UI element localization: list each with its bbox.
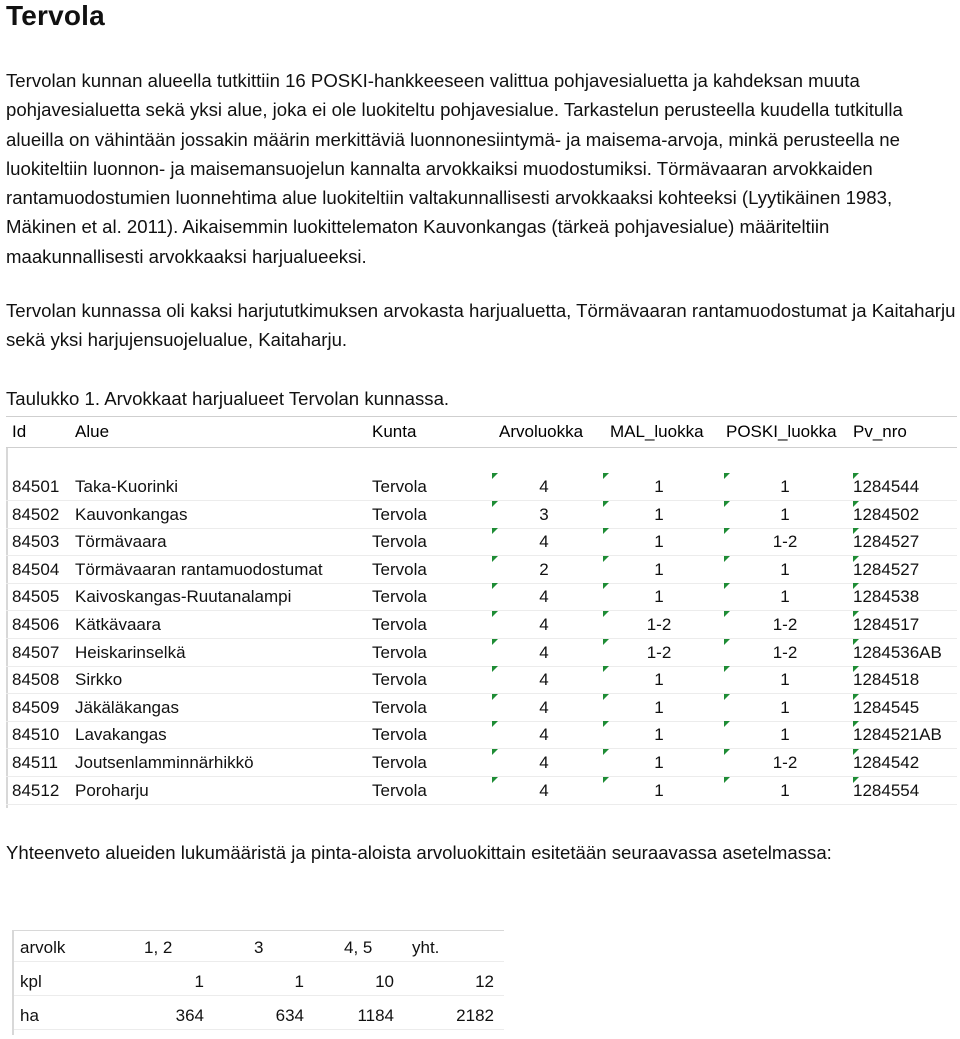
table-row xyxy=(6,501,957,529)
table-row xyxy=(6,639,957,667)
row-id: 84506 xyxy=(12,615,60,634)
row-id: 84511 xyxy=(12,753,59,772)
summary-value: yht. xyxy=(412,938,440,957)
row-arvoluokka: 4 xyxy=(539,670,549,690)
error-indicator-icon xyxy=(603,721,609,727)
error-indicator-icon xyxy=(853,639,859,645)
error-indicator-icon xyxy=(492,611,498,617)
row-kunta: Tervola xyxy=(372,670,427,690)
row-alue: Heiskarinselkä xyxy=(75,642,186,662)
row-poski-luokka: 1 xyxy=(780,697,790,717)
error-indicator-icon xyxy=(603,777,609,783)
error-indicator-icon xyxy=(853,501,859,507)
row-pv-nro: 1284517 xyxy=(853,615,920,634)
error-indicator-icon xyxy=(724,694,730,700)
row-pv-nro: 1284554 xyxy=(853,780,920,800)
row-kunta: Tervola xyxy=(372,642,427,662)
error-indicator-icon xyxy=(724,556,730,562)
row-arvoluokka: 2 xyxy=(539,559,549,579)
row-id: 84503 xyxy=(12,532,60,552)
row-alue: Lavakangas xyxy=(75,725,167,745)
row-kunta: Tervola xyxy=(372,753,427,772)
error-indicator-icon xyxy=(492,666,498,672)
intro-paragraph: Tervolan kunnan alueella tutkittiin 16 POSKI-hankkeeseen valittua pohjavesialuetta ja kahdeksan muuta pohjavesialuetta sekä yksi alue, joka ei ole luokiteltu pohjavesialue. Tarkastelun perusteella kuudella tutkitulla alueilla on vähintään jossakin määrin merkittäviä luonnonesiintymä- ja maisema-arvoja, minkä perusteella ne luokiteltiin luonnon- ja maisemansuojelun kannalta arvokkaiksi muodostumiksi. Törmävaaran arvokkaiden rantamuodostumien luonnehtima alue luokiteltiin valtakunnallisesti arvokkaaksi kohteeksi (Lyytikäinen 1983, Mäkinen et al. 2011). Aikaisemmin luokittelematon Kauvonkangas (tärkeä pohjavesialue) määriteltiin maakunnallisesti arvokkaaksi harjualueeksi. xyxy=(6,70,903,267)
header-alue: Alue xyxy=(75,422,110,441)
error-indicator-icon xyxy=(492,639,498,645)
row-alue: Kätkävaara xyxy=(75,615,161,634)
row-mal-luokka: 1 xyxy=(654,670,664,690)
row-arvoluokka: 4 xyxy=(539,477,549,496)
error-indicator-icon xyxy=(853,666,859,672)
row-mal-luokka: 1 xyxy=(654,532,664,552)
error-indicator-icon xyxy=(724,721,730,727)
row-poski-luokka: 1 xyxy=(780,670,790,690)
summary-intro: Yhteenveto alueiden lukumääristä ja pinta-aloista arvoluokittain esitetään seuraavassa asetelmassa: xyxy=(6,842,832,863)
error-indicator-icon xyxy=(492,721,498,727)
row-mal-luokka: 1 xyxy=(654,504,664,524)
table-caption: Taulukko 1. Arvokkaat harjualueet Tervolan kunnassa. xyxy=(6,388,450,409)
row-kunta: Tervola xyxy=(372,559,427,579)
error-indicator-icon xyxy=(603,473,609,479)
table-row xyxy=(6,556,957,584)
row-pv-nro: 1284527 xyxy=(853,532,920,552)
summary-value: 634 xyxy=(275,1006,304,1025)
row-alue: Joutsenlamminnärhikkö xyxy=(75,753,254,772)
error-indicator-icon xyxy=(724,749,730,755)
row-kunta: Tervola xyxy=(372,504,427,524)
row-alue: Kauvonkangas xyxy=(75,504,188,524)
row-pv-nro: 1284538 xyxy=(853,587,920,607)
header-kunta: Kunta xyxy=(372,422,417,441)
summary-row xyxy=(14,999,504,1030)
row-alue: Kaivoskangas-Ruutanalampi xyxy=(75,587,292,607)
error-indicator-icon xyxy=(492,501,498,507)
row-poski-luokka: 1 xyxy=(780,725,790,745)
page-title: Tervola xyxy=(6,0,105,31)
row-pv-nro: 1284536AB xyxy=(853,642,942,662)
summary-value: 1184 xyxy=(357,1006,394,1025)
row-mal-luokka: 1 xyxy=(654,725,664,745)
row-poski-luokka: 1 xyxy=(780,780,790,800)
row-arvoluokka: 4 xyxy=(539,532,549,552)
row-mal-luokka: 1 xyxy=(654,587,664,607)
error-indicator-icon xyxy=(603,639,609,645)
summary-value: 2182 xyxy=(456,1006,494,1025)
row-poski-luokka: 1 xyxy=(780,504,790,524)
row-pv-nro: 1284521AB xyxy=(853,725,942,745)
row-arvoluokka: 4 xyxy=(539,642,549,662)
row-poski-luokka: 1-2 xyxy=(772,615,798,634)
error-indicator-icon xyxy=(492,749,498,755)
error-indicator-icon xyxy=(853,694,859,700)
summary-value: 10 xyxy=(375,972,394,991)
table-row xyxy=(6,749,957,777)
eskers-paragraph: Tervolan kunnassa oli kaksi harjututkimuksen arvokasta harjualuetta, Törmävaaran rantamuodostumat ja Kaitaharju sekä yksi harjujensuojelualue, Kaitaharju. xyxy=(6,300,956,351)
error-indicator-icon xyxy=(492,556,498,562)
row-alue: Jäkäläkangas xyxy=(75,697,179,717)
error-indicator-icon xyxy=(603,528,609,534)
error-indicator-icon xyxy=(853,749,859,755)
error-indicator-icon xyxy=(603,611,609,617)
row-id: 84507 xyxy=(12,642,60,662)
error-indicator-icon xyxy=(853,777,859,783)
row-pv-nro: 1284542 xyxy=(853,753,920,772)
row-id: 84512 xyxy=(12,780,60,800)
row-kunta: Tervola xyxy=(372,615,427,634)
row-alue: Sirkko xyxy=(75,670,123,690)
row-alue: Poroharju xyxy=(75,780,149,800)
row-pv-nro: 1284502 xyxy=(853,504,920,524)
row-kunta: Tervola xyxy=(372,532,427,552)
error-indicator-icon xyxy=(853,611,859,617)
error-indicator-icon xyxy=(853,583,859,589)
row-id: 84505 xyxy=(12,587,60,607)
error-indicator-icon xyxy=(724,583,730,589)
table-row xyxy=(6,473,957,501)
error-indicator-icon xyxy=(724,777,730,783)
summary-value: 364 xyxy=(175,1006,204,1025)
error-indicator-icon xyxy=(603,694,609,700)
error-indicator-icon xyxy=(724,473,730,479)
table-row xyxy=(6,777,957,805)
header-poski-luokka: POSKI_luokka xyxy=(726,422,837,441)
row-id: 84509 xyxy=(12,697,60,717)
error-indicator-icon xyxy=(724,528,730,534)
error-indicator-icon xyxy=(603,749,609,755)
error-indicator-icon xyxy=(492,528,498,534)
row-poski-luokka: 1-2 xyxy=(772,753,798,772)
row-kunta: Tervola xyxy=(372,477,427,496)
row-mal-luokka: 1 xyxy=(654,697,664,717)
row-kunta: Tervola xyxy=(372,725,427,745)
error-indicator-icon xyxy=(724,666,730,672)
error-indicator-icon xyxy=(853,473,859,479)
error-indicator-icon xyxy=(853,721,859,727)
header-mal-luokka: MAL_luokka xyxy=(610,422,704,441)
row-mal-luokka: 1-2 xyxy=(646,642,672,662)
summary-header-row xyxy=(14,931,504,962)
error-indicator-icon xyxy=(492,694,498,700)
error-indicator-icon xyxy=(492,583,498,589)
error-indicator-icon xyxy=(492,777,498,783)
row-alue: Törmävaara xyxy=(75,532,167,552)
table-row xyxy=(6,721,957,749)
esker-table xyxy=(6,416,957,808)
error-indicator-icon xyxy=(492,473,498,479)
error-indicator-icon xyxy=(724,611,730,617)
row-mal-luokka: 1 xyxy=(654,753,664,772)
summary-label: kpl xyxy=(20,972,42,991)
table-row xyxy=(6,611,957,639)
error-indicator-icon xyxy=(853,556,859,562)
row-id: 84502 xyxy=(12,504,60,524)
summary-value: 4, 5 xyxy=(344,938,373,957)
row-pv-nro: 1284545 xyxy=(853,697,920,717)
header-id: Id xyxy=(12,422,27,441)
row-arvoluokka: 4 xyxy=(539,587,549,607)
summary-value: 1 xyxy=(294,972,304,991)
summary-row xyxy=(14,965,504,996)
summary-table xyxy=(12,930,504,1035)
row-mal-luokka: 1 xyxy=(654,559,664,579)
row-arvoluokka: 4 xyxy=(539,725,549,745)
row-id: 84510 xyxy=(12,725,60,745)
row-arvoluokka: 4 xyxy=(539,780,549,800)
row-id: 84508 xyxy=(12,670,60,690)
row-arvoluokka: 4 xyxy=(539,753,549,772)
row-mal-luokka: 1 xyxy=(654,780,664,800)
row-id: 84504 xyxy=(12,559,60,579)
row-arvoluokka: 3 xyxy=(539,504,549,524)
error-indicator-icon xyxy=(603,501,609,507)
row-kunta: Tervola xyxy=(372,697,427,717)
row-poski-luokka: 1-2 xyxy=(772,642,798,662)
summary-value: 1, 2 xyxy=(144,938,173,957)
error-indicator-icon xyxy=(724,639,730,645)
row-mal-luokka: 1 xyxy=(654,477,664,496)
error-indicator-icon xyxy=(603,583,609,589)
error-indicator-icon xyxy=(603,666,609,672)
row-arvoluokka: 4 xyxy=(539,615,549,634)
summary-value: 1 xyxy=(194,972,204,991)
row-pv-nro: 1284527 xyxy=(853,559,920,579)
error-indicator-icon xyxy=(853,528,859,534)
table-row xyxy=(6,666,957,694)
summary-label: ha xyxy=(20,1006,39,1025)
table-header-row xyxy=(6,416,957,448)
summary-value: 12 xyxy=(475,972,494,991)
row-kunta: Tervola xyxy=(372,780,427,800)
header-pv-nro: Pv_nro xyxy=(853,422,907,441)
header-arvoluokka: Arvoluokka xyxy=(499,422,584,441)
summary-label: arvolk xyxy=(20,938,66,957)
row-poski-luokka: 1 xyxy=(780,559,790,579)
error-indicator-icon xyxy=(603,556,609,562)
summary-value: 3 xyxy=(254,938,264,957)
table-row xyxy=(6,694,957,722)
error-indicator-icon xyxy=(724,501,730,507)
row-pv-nro: 1284544 xyxy=(853,477,920,496)
table-row xyxy=(6,528,957,556)
row-mal-luokka: 1-2 xyxy=(646,615,672,634)
row-id: 84501 xyxy=(12,477,60,496)
table-row xyxy=(6,583,957,611)
row-alue: Törmävaaran rantamuodostumat xyxy=(75,559,323,579)
row-alue: Taka-Kuorinki xyxy=(75,477,178,496)
row-poski-luokka: 1 xyxy=(780,587,790,607)
row-pv-nro: 1284518 xyxy=(853,670,920,690)
row-arvoluokka: 4 xyxy=(539,697,549,717)
row-poski-luokka: 1 xyxy=(780,477,790,496)
row-poski-luokka: 1-2 xyxy=(772,532,798,552)
row-kunta: Tervola xyxy=(372,587,427,607)
